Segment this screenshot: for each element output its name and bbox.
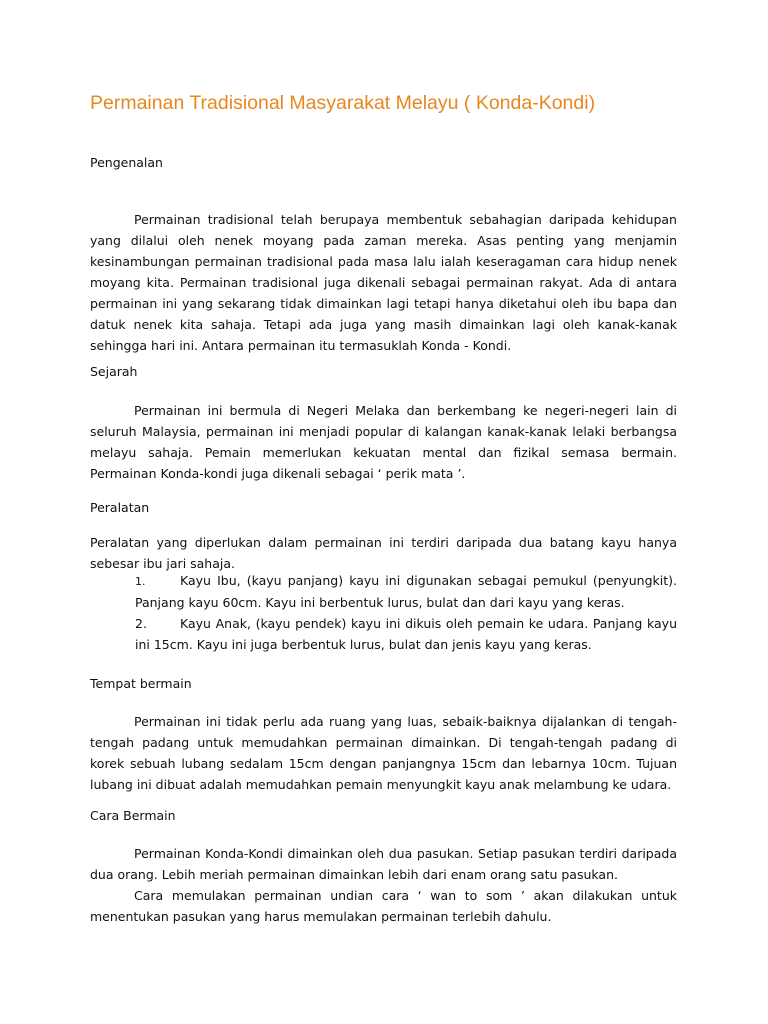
list-item bbox=[135, 570, 677, 613]
list-text: Kayu Ibu, (kayu panjang) kayu ini digunakan sebagai pemukul (penyungkit). Panjang kayu 60cm. Kayu ini berbentuk lurus, bulat dan dari kayu yang keras. bbox=[135, 573, 677, 610]
heading-pengenalan: Pengenalan bbox=[90, 155, 163, 170]
list-text: Kayu Anak, (kayu pendek) kayu ini dikuis oleh pemain ke udara. Panjang kayu ini 15cm. Kayu ini juga berbentuk lurus, bulat dan jenis kayu yang keras. bbox=[135, 616, 677, 652]
paragraph-peralatan: Peralatan yang diperlukan dalam permainan ini terdiri daripada dua batang kayu hanya sebesar ibu jari sahaja. bbox=[90, 535, 677, 571]
paragraph-sejarah: Permainan ini bermula di Negeri Melaka dan berkembang ke negeri-negeri lain di seluruh Malaysia, permainan ini menjadi popular di kalangan kanak-kanak lelaki berbangsa melayu sahaja. Pemain memerlukan kekuatan mental dan fizikal semasa bermain. Permainan Konda-kondi juga dikenali sebagai ‘ perik mata ’. bbox=[90, 403, 677, 481]
list-number: 2. bbox=[135, 616, 147, 631]
heading-sejarah: Sejarah bbox=[90, 364, 138, 379]
section-sejarah bbox=[90, 400, 677, 484]
section-tempat-bermain bbox=[90, 711, 677, 795]
paragraph-cara-bermain-1: Permainan Konda-Kondi dimainkan oleh dua pasukan. Setiap pasukan terdiri daripada dua orang. Lebih meriah permainan dimainkan lebih dari enam orang satu pasukan. bbox=[90, 846, 677, 882]
heading-cara-bermain: Cara Bermain bbox=[90, 808, 176, 823]
section-pengenalan bbox=[90, 209, 677, 356]
paragraph-cara-bermain-2: Cara memulakan permainan undian cara ‘ wan to som ’ akan dilakukan untuk menentukan pasukan yang harus memulakan permainan terlebih dahulu. bbox=[90, 888, 677, 924]
heading-peralatan: Peralatan bbox=[90, 500, 150, 515]
document-title: Permainan Tradisional Masyarakat Melayu ( Konda-Kondi) bbox=[90, 92, 596, 114]
section-peralatan bbox=[90, 532, 677, 574]
section-cara-bermain bbox=[90, 843, 677, 927]
list-item bbox=[135, 613, 677, 655]
paragraph-pengenalan: Permainan tradisional telah berupaya membentuk sebahagian daripada kehidupan yang dilalui oleh nenek moyang pada zaman mereka. Asas penting yang menjamin kesinambungan permainan tradisional pada masa lalu ialah keseragaman cara hidup nenek moyang kita. Permainan tradisional juga dikenali sebagai permainan rakyat. Ada di antara permainan ini yang sekarang tidak dimainkan lagi tetapi hanya diketahui oleh ibu bapa dan datuk nenek kita sahaja. Tetapi ada juga yang masih dimainkan lagi oleh kanak-kanak sehingga hari ini. Antara permainan itu termasuklah Konda - Kondi. bbox=[90, 212, 677, 353]
paragraph-tempat-bermain: Permainan ini tidak perlu ada ruang yang luas, sebaik-baiknya dijalankan di tengah-tengah padang untuk memudahkan permainan dimainkan. Di tengah-tengah padang di korek sebuah lubang sedalam 15cm dengan panjangnya 15cm dan lebarnya 10cm. Tujuan lubang ini dibuat adalah memudahkan pemain menyungkit kayu anak melambung ke udara. bbox=[90, 714, 677, 792]
heading-tempat-bermain: Tempat bermain bbox=[90, 676, 192, 691]
list-number: 1. bbox=[135, 575, 146, 588]
